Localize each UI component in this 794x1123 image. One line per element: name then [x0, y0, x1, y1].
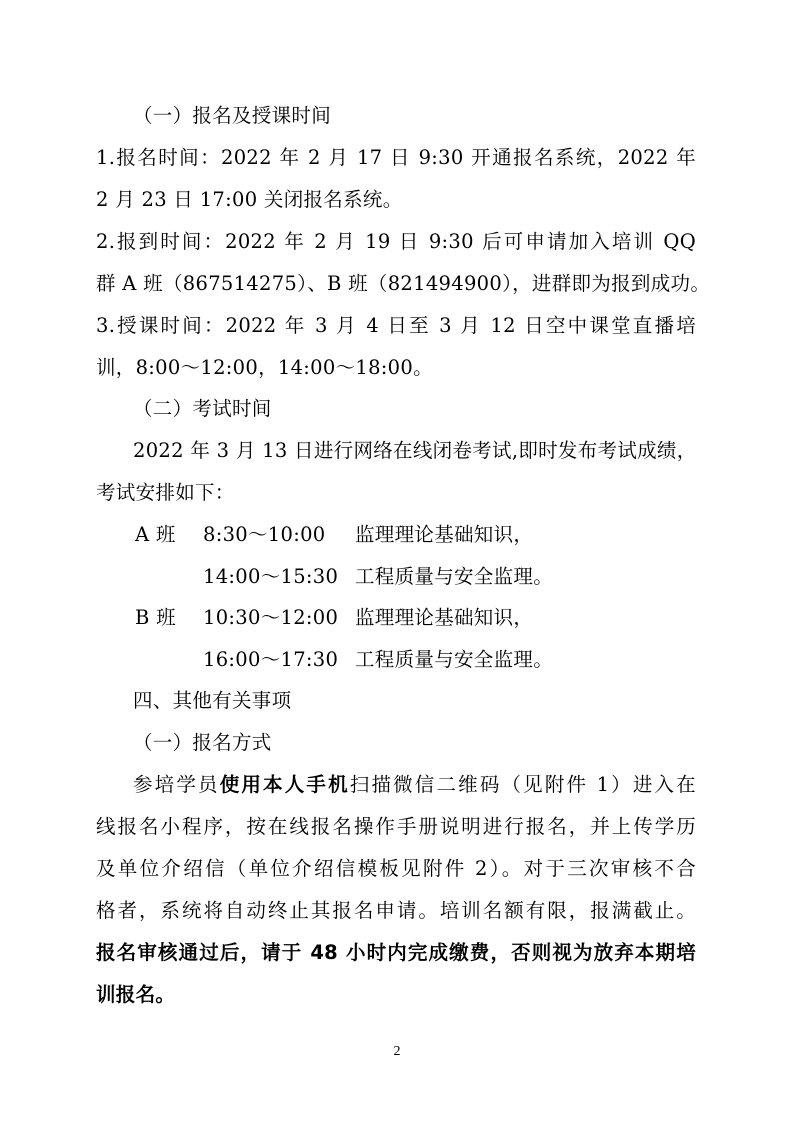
paragraph-line: 格者，系统将自动终止其报名申请。培训名额有限，报满截止。 — [96, 899, 696, 922]
enroll-text-part1: 参培学员 — [133, 773, 220, 796]
section-heading-registration-time: （一）报名及授课时间 — [133, 104, 332, 127]
paragraph-line: 线报名小程序，按在线报名操作手册说明进行报名，并上传学历 — [96, 815, 696, 838]
paragraph-line: 考试安排如下： — [96, 481, 235, 504]
schedule-class: B 班 — [135, 606, 176, 629]
schedule-subject: 监理理论基础知识， — [355, 523, 534, 546]
bold-notice-line: 报名审核通过后，请于 48 小时内完成缴费，否则视为放弃本期培 — [96, 941, 696, 964]
paragraph-line: 2.报到时间：2022 年 2 月 19 日 9:30 后可申请加入培训 QQ — [96, 230, 696, 253]
schedule-class: A 班 — [135, 523, 176, 546]
enroll-text-part2: 扫描微信二维码（见附件 1）进入在 — [349, 773, 696, 796]
schedule-subject: 监理理论基础知识， — [355, 606, 534, 629]
schedule-time: 8:30～10:00 — [203, 523, 326, 546]
paragraph-line: 1.报名时间：2022 年 2 月 17 日 9:30 开通报名系统，2022 年 — [96, 146, 696, 169]
section-heading-exam-time: （二）考试时间 — [133, 397, 272, 420]
paragraph-line: 训，8:00～12:00，14:00～18:00。 — [96, 356, 433, 379]
section-heading-registration-method: （一）报名方式 — [133, 731, 272, 754]
paragraph-line-enroll — [133, 773, 696, 797]
paragraph-line: 2 月 23 日 17:00 关闭报名系统。 — [96, 188, 403, 211]
paragraph-line: 群 A 班（867514275）、B 班（821494900），进群即为报到成功。 — [96, 272, 711, 295]
schedule-time: 14:00～15:30 — [203, 565, 339, 588]
schedule-subject: 工程质量与安全监理。 — [355, 648, 554, 671]
schedule-subject: 工程质量与安全监理。 — [355, 565, 554, 588]
schedule-time: 10:30～12:00 — [203, 606, 339, 629]
page-number: 2 — [393, 1044, 401, 1059]
enroll-text-bold: 使用本人手机 — [219, 773, 350, 796]
schedule-time: 16:00～17:30 — [203, 648, 339, 671]
paragraph-line: 2022 年 3 月 13 日进行网络在线闭卷考试,即时发布考试成绩， — [133, 439, 697, 462]
section-heading-other-matters: 四、其他有关事项 — [133, 689, 292, 712]
bold-notice-line: 训报名。 — [96, 983, 176, 1006]
paragraph-line: 3.授课时间：2022 年 3 月 4 日至 3 月 12 日空中课堂直播培 — [96, 314, 696, 337]
paragraph-line: 及单位介绍信（单位介绍信模板见附件 2）。对于三次审核不合 — [96, 857, 696, 880]
